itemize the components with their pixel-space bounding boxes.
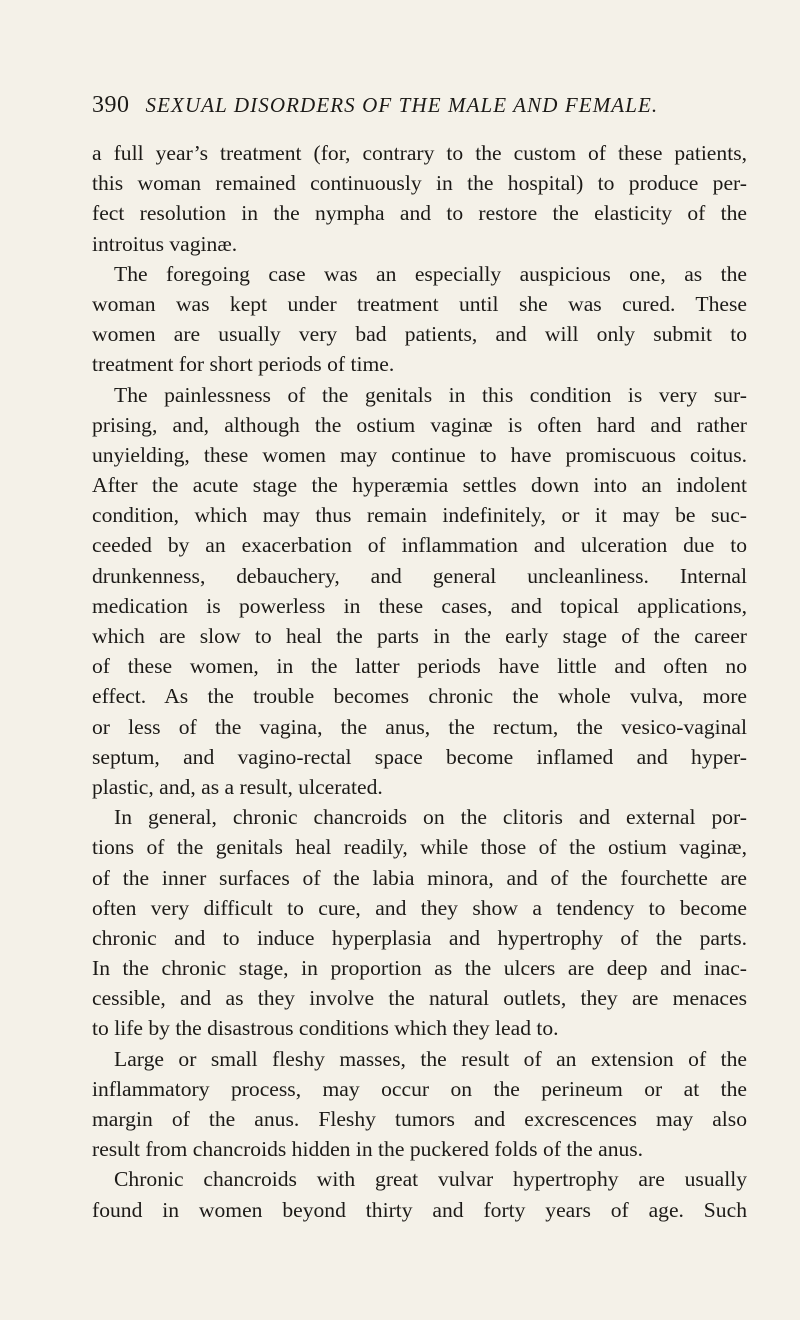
text-line: cessible, and as they involve the natural outlets, they are menaces (92, 986, 747, 1011)
text-line: drunkenness, debauchery, and general uncleanliness. Internal (92, 563, 747, 588)
running-head (92, 92, 732, 124)
text-line: chronic and to induce hyperplasia and hypertrophy of the parts. (92, 925, 747, 950)
text-line: septum, and vagino-rectal space become inflamed and hyper- (92, 744, 747, 769)
text-line: ceeded by an exacerbation of inflammation and ulceration due to (92, 533, 747, 558)
body-text (92, 138, 747, 1225)
text-line: In the chronic stage, in proportion as the ulcers are deep and inac- (92, 956, 747, 981)
running-title: SEXUAL DISORDERS OF THE MALE AND FEMALE. (145, 93, 659, 117)
text-line: effect. As the trouble becomes chronic the whole vulva, more (92, 684, 747, 709)
paragraph-first-line: In general, chronic chancroids on the clitoris and external por- (114, 805, 747, 830)
text-line: After the acute stage the hyperæmia settles down into an indolent (92, 473, 747, 498)
text-line: woman was kept under treatment until she was cured. These (92, 291, 747, 316)
text-line: or less of the vagina, the anus, the rectum, the vesico-vaginal (92, 714, 747, 739)
text-line: inflammatory process, may occur on the perineum or at the (92, 1076, 747, 1101)
text-line: found in women beyond thirty and forty years of age. Such (92, 1197, 747, 1222)
text-line: introitus vaginæ. (92, 231, 238, 256)
text-line: plastic, and, as a result, ulcerated. (92, 774, 383, 799)
text-line: prising, and, although the ostium vaginæ is often hard and rather (92, 412, 747, 437)
text-line: to life by the disastrous conditions which they lead to. (92, 1016, 559, 1041)
paragraph-first-line: The painlessness of the genitals in this condition is very sur- (114, 382, 747, 407)
text-line: women are usually very bad patients, and will only submit to (92, 322, 747, 347)
text-line: result from chancroids hidden in the puckered folds of the anus. (92, 1137, 644, 1162)
text-line: often very difficult to cure, and they show a tendency to become (92, 895, 747, 920)
text-line: condition, which may thus remain indefinitely, or it may be suc- (92, 503, 747, 528)
text-line: tions of the genitals heal readily, while those of the ostium vaginæ, (92, 835, 747, 860)
paragraph-first-line: The foregoing case was an especially auspicious one, as the (114, 261, 747, 286)
paragraph-first-line: Chronic chancroids with great vulvar hypertrophy are usually (114, 1167, 747, 1192)
text-line: fect resolution in the nympha and to restore the elasticity of the (92, 201, 747, 226)
text-line: margin of the anus. Fleshy tumors and excrescences may also (92, 1107, 747, 1131)
text-line: of these women, in the latter periods have little and often no (92, 654, 747, 679)
text-line: this woman remained continuously in the hospital) to produce per- (92, 171, 747, 196)
text-line: a full year’s treatment (for, contrary to the custom of these patients, (92, 141, 747, 165)
text-line: medication is powerless in these cases, and topical applications, (92, 593, 747, 618)
paragraph-first-line: Large or small fleshy masses, the result of an extension of the (114, 1046, 747, 1071)
text-line: treatment for short periods of time. (92, 352, 395, 377)
text-line: of the inner surfaces of the labia minora, and of the fourchette are (92, 865, 747, 890)
page-number: 390 (92, 92, 130, 118)
text-line: which are slow to heal the parts in the early stage of the career (92, 624, 747, 648)
text-line: unyielding, these women may continue to have promiscuous coitus. (92, 442, 747, 467)
